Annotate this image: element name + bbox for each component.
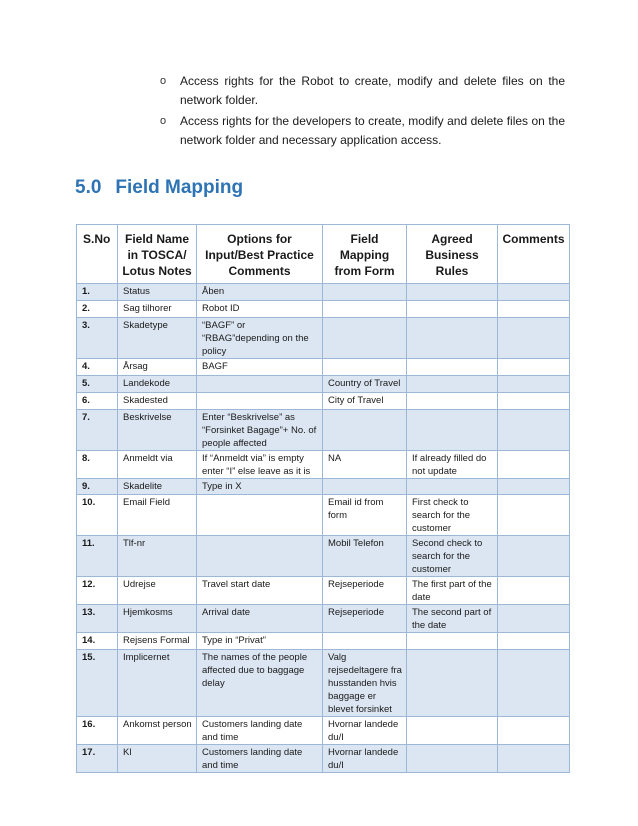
cell-comments xyxy=(498,393,570,410)
table-row xyxy=(77,376,570,393)
cell-options: Type in X xyxy=(197,479,323,495)
section-title: Field Mapping xyxy=(115,177,244,198)
table-row xyxy=(77,495,570,536)
cell-business-rules xyxy=(407,301,498,318)
cell-business-rules xyxy=(407,284,498,301)
cell-comments xyxy=(498,536,570,577)
header-business-rules: Agreed Business Rules xyxy=(407,225,498,284)
cell-business-rules xyxy=(407,376,498,393)
cell-options: If “Anmeldt via” is empty enter “I” else leave as it is xyxy=(197,451,323,479)
section-number: 5.0 xyxy=(75,177,102,198)
cell-field-name: Årsag xyxy=(118,359,197,376)
cell-field-mapping xyxy=(323,359,407,376)
header-sno: S.No xyxy=(77,225,118,284)
cell-sno: 13. xyxy=(77,605,118,633)
table-row xyxy=(77,359,570,376)
bullet-item xyxy=(160,72,565,110)
cell-options: Travel start date xyxy=(197,577,323,605)
cell-field-mapping: Valg rejsedeltagere fra husstanden hvis baggage er blevet forsinket xyxy=(323,650,407,717)
cell-business-rules xyxy=(407,633,498,650)
cell-options: Type in “Privat” xyxy=(197,633,323,650)
cell-field-name: Implicernet xyxy=(118,650,197,717)
table-row xyxy=(77,605,570,633)
cell-field-mapping: Hvornar landede du/I xyxy=(323,745,407,773)
cell-options: “BAGF” or “RBAG”depending on the policy xyxy=(197,318,323,359)
cell-business-rules: The second part of the date xyxy=(407,605,498,633)
cell-field-name: Beskrivelse xyxy=(118,410,197,451)
cell-sno: 10. xyxy=(77,495,118,536)
cell-sno: 3. xyxy=(77,318,118,359)
cell-field-name: Status xyxy=(118,284,197,301)
table-body xyxy=(77,284,570,773)
cell-business-rules: Second check to search for the customer xyxy=(407,536,498,577)
cell-options: Customers landing date and time xyxy=(197,745,323,773)
header-options: Options for Input/Best Practice Comments xyxy=(197,225,323,284)
cell-options: Robot ID xyxy=(197,301,323,318)
cell-field-mapping: Country of Travel xyxy=(323,376,407,393)
cell-comments xyxy=(498,318,570,359)
cell-comments xyxy=(498,376,570,393)
table-row xyxy=(77,536,570,577)
cell-business-rules: First check to search for the customer xyxy=(407,495,498,536)
table-row xyxy=(77,577,570,605)
cell-options: The names of the people affected due to baggage delay xyxy=(197,650,323,717)
cell-field-name: Rejsens Formal xyxy=(118,633,197,650)
bullet-text: Access rights for the Robot to create, modify and delete files on the network folder. xyxy=(180,74,565,107)
table-row xyxy=(77,717,570,745)
table-row xyxy=(77,410,570,451)
header-field-mapping: Field Mapping from Form xyxy=(323,225,407,284)
cell-sno: 9. xyxy=(77,479,118,495)
cell-field-name: Ankomst person xyxy=(118,717,197,745)
bullet-text: Access rights for the developers to create, modify and delete files on the network folder and necessary application access. xyxy=(180,114,565,147)
table-row xyxy=(77,451,570,479)
cell-field-mapping xyxy=(323,284,407,301)
cell-comments xyxy=(498,633,570,650)
cell-field-name: Sag tilhorer xyxy=(118,301,197,318)
cell-field-name: Udrejse xyxy=(118,577,197,605)
cell-options: Åben xyxy=(197,284,323,301)
cell-business-rules xyxy=(407,410,498,451)
cell-options xyxy=(197,495,323,536)
cell-sno: 2. xyxy=(77,301,118,318)
cell-comments xyxy=(498,410,570,451)
cell-field-mapping: Hvornar landede du/I xyxy=(323,717,407,745)
cell-field-name: Landekode xyxy=(118,376,197,393)
cell-options: BAGF xyxy=(197,359,323,376)
cell-field-mapping xyxy=(323,410,407,451)
cell-field-name: Kl xyxy=(118,745,197,773)
cell-business-rules xyxy=(407,359,498,376)
table-row xyxy=(77,745,570,773)
cell-options: Enter “Beskrivelse” as “Forsinket Bagage”+ No. of people affected xyxy=(197,410,323,451)
cell-options xyxy=(197,376,323,393)
cell-comments xyxy=(498,650,570,717)
cell-sno: 5. xyxy=(77,376,118,393)
table-row xyxy=(77,318,570,359)
cell-business-rules: If already filled do not update xyxy=(407,451,498,479)
cell-comments xyxy=(498,284,570,301)
cell-field-name: Anmeldt via xyxy=(118,451,197,479)
cell-field-mapping xyxy=(323,301,407,318)
cell-field-mapping xyxy=(323,633,407,650)
table-row xyxy=(77,650,570,717)
bullet-marker: o xyxy=(160,115,167,127)
cell-comments xyxy=(498,495,570,536)
cell-field-mapping: Mobil Telefon xyxy=(323,536,407,577)
cell-sno: 17. xyxy=(77,745,118,773)
cell-sno: 15. xyxy=(77,650,118,717)
cell-business-rules xyxy=(407,318,498,359)
cell-business-rules xyxy=(407,393,498,410)
header-comments: Comments xyxy=(498,225,570,284)
table-row xyxy=(77,479,570,495)
cell-field-name: Hjemkosms xyxy=(118,605,197,633)
table-row xyxy=(77,633,570,650)
cell-business-rules xyxy=(407,650,498,717)
bullet-item xyxy=(160,112,565,150)
cell-business-rules: The first part of the date xyxy=(407,577,498,605)
cell-business-rules xyxy=(407,745,498,773)
cell-field-mapping: NA xyxy=(323,451,407,479)
cell-comments xyxy=(498,605,570,633)
cell-field-mapping: Email id from form xyxy=(323,495,407,536)
cell-field-mapping xyxy=(323,318,407,359)
table-row xyxy=(77,393,570,410)
cell-field-mapping: Rejseperiode xyxy=(323,577,407,605)
cell-sno: 12. xyxy=(77,577,118,605)
cell-sno: 6. xyxy=(77,393,118,410)
cell-field-name: Email Field xyxy=(118,495,197,536)
cell-comments xyxy=(498,301,570,318)
table-header-row xyxy=(77,225,570,284)
cell-field-mapping: Rejseperiode xyxy=(323,605,407,633)
cell-field-name: Skadested xyxy=(118,393,197,410)
bullet-list xyxy=(160,72,565,152)
cell-field-name: Skadelite xyxy=(118,479,197,495)
header-field-name: Field Name in TOSCA/ Lotus Notes xyxy=(118,225,197,284)
section-heading xyxy=(75,175,243,201)
field-mapping-table xyxy=(76,224,570,773)
cell-business-rules xyxy=(407,717,498,745)
cell-field-mapping xyxy=(323,479,407,495)
cell-field-mapping: City of Travel xyxy=(323,393,407,410)
cell-options xyxy=(197,393,323,410)
cell-sno: 8. xyxy=(77,451,118,479)
cell-field-name: Skadetype xyxy=(118,318,197,359)
cell-comments xyxy=(498,745,570,773)
table-row xyxy=(77,301,570,318)
cell-sno: 4. xyxy=(77,359,118,376)
cell-business-rules xyxy=(407,479,498,495)
cell-sno: 11. xyxy=(77,536,118,577)
cell-sno: 16. xyxy=(77,717,118,745)
cell-sno: 7. xyxy=(77,410,118,451)
cell-comments xyxy=(498,479,570,495)
cell-sno: 1. xyxy=(77,284,118,301)
cell-comments xyxy=(498,359,570,376)
cell-options xyxy=(197,536,323,577)
cell-comments xyxy=(498,577,570,605)
cell-options: Arrival date xyxy=(197,605,323,633)
cell-comments xyxy=(498,717,570,745)
table-row xyxy=(77,284,570,301)
cell-options: Customers landing date and time xyxy=(197,717,323,745)
cell-sno: 14. xyxy=(77,633,118,650)
bullet-marker: o xyxy=(160,75,167,87)
cell-field-name: Tlf-nr xyxy=(118,536,197,577)
cell-comments xyxy=(498,451,570,479)
